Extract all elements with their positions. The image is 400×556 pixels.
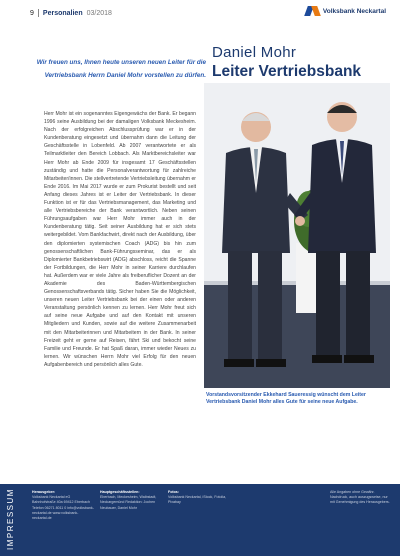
- imprint-col-publisher: [32, 490, 94, 521]
- person-role: Leiter Vertriebsbank: [212, 63, 362, 80]
- imprint-col2-heading: Hauptgeschäftsstellen:: [100, 490, 140, 494]
- issue-date: 03/2018: [86, 9, 112, 17]
- imprint-col2-text: Eberbach, Meckesheim, Waibstadt, Neckargemünd Redaktion: Jochen Neubauer, Daniel Mohr: [100, 495, 157, 510]
- imprint-col3-text: Volksbank Neckartal, iStock, Fotolia, Pixabay: [168, 495, 227, 505]
- header-left: [30, 9, 112, 17]
- person-name: Daniel Mohr: [212, 44, 297, 61]
- photo-caption: Vorstandsvorsitzender Ekkehard Saueressig wünscht dem Leiter Vertriebsbank Daniel Mohr alles Gute für seine neue Aufgabe.: [206, 392, 366, 405]
- section-name: Personalien: [42, 9, 83, 17]
- imprint-col-offices: [100, 490, 162, 511]
- lead-paragraph: Wir freuen uns, Ihnen heute unseren neuen Leiter für die Vertriebsbank Herrn Daniel Mohr vorstellen zu dürfen.: [36, 59, 206, 79]
- imprint-col-note: [330, 490, 392, 506]
- imprint-label: IMPRESSUM: [6, 488, 15, 550]
- imprint-footer: [0, 484, 400, 556]
- header-divider: [38, 9, 39, 17]
- imprint-col1-text: Volksbank Neckartal eG Bahnhofstraße 40a 69412 Eberbach Telefon 06271 8011 0 info@volksbank-neckartal.de www.volksbank-neckartal.de: [32, 495, 94, 521]
- article-body: Herr Mohr ist ein sogenanntes Eigengewächs der Bank. Er begann 1996 seine Ausbildung bei der damaligen Volksbank Meckesheim. Nach der erfolgreichen Abschlussprüfung war er in der Kundenberatung eingesetzt und übernahm dann die Leitung der Geschäftsstelle in Lobenfeld. Ab 2007 verantwortete er als Teilmarktleiter den Bereich Lobbach. Als Marktbereichsleiter war Herr Mohr ab Ende 2009 für insgesamt 17 Geschäftsstellen zuständig und hatte die Personalverantwortung für zahlreiche Mitarbeiter/innen. Die stellvertretende Vertriebsleitung übernahm er Ende 2016. Im Mai 2017 wurde er zum Prokurist bestellt und seit Anfang dieses Jahres ist er Leiter der Vertriebsbank. In dieser Funktion ist er für das Vertriebsmanagement, das Marketing und alle Vertriebsbereiche der Bank verantwortlich. Neben seinen Führungsaufgaben war Herr Mohr immer auch in der Kundenberatung tätig. Seit seiner Ausbildung hat er sich stets weitergebildet. Vom Bankfachwirt, direkt nach der Ausbildung, über den diplomierten systemischen Coach (ADG) bis hin zum genossenschaftlichen Bank-Führungsseminar, das er als Diplomierter Bankbetriebswirt (ADG) abschloss, reicht die Spanne der Fortbildungen, die Herr Mohr in seiner Karriere durchlaufen hat. Außerdem war er viele Jahre als freiberuflicher Dozent an der Akademie des Baden-Württembergischen Genossenschaftsverbands tätig. Sicher haben Sie die Möglichkeit, unseren neuen Leiter Vertriebsbank bei der einen oder anderen Veranstaltung persönlich kennen zu lernen. Herr Mohr freut sich auf seine neue Aufgabe und auf den Kontakt mit unseren Mitgliedern und Kunden, sowie auf die weitere Zusammenarbeit mit den Mitarbeiterinnen und Mitarbeitern in der Bank. In seiner Freizeit geht er gerne auf Reisen, fährt Ski und bekocht seine Familie und Freunde. Er hat Spaß daran, immer wieder Neues zu lernen. Wir wünschen Herrn Mohr viel Erfolg für den neuen Aufgabenbereich und persönlich alles Gute.: [44, 111, 196, 368]
- article-photo: [204, 83, 390, 388]
- logo-text: Volksbank Neckartal: [322, 7, 386, 15]
- imprint-col-photos: [168, 490, 230, 506]
- imprint-col3-heading: Fotos:: [168, 490, 179, 494]
- article-title: [212, 44, 392, 81]
- page-number: 9: [30, 9, 34, 17]
- page-header: [0, 0, 400, 24]
- logo-mark-icon: [306, 6, 320, 16]
- imprint-col4-text: Alle Angaben ohne Gewähr. Nachdruck, auch auszugsweise, nur mit Genehmigung des Herausgebers.: [330, 490, 390, 505]
- bank-logo: [306, 6, 386, 16]
- imprint-col1-heading: Herausgeber:: [32, 490, 56, 494]
